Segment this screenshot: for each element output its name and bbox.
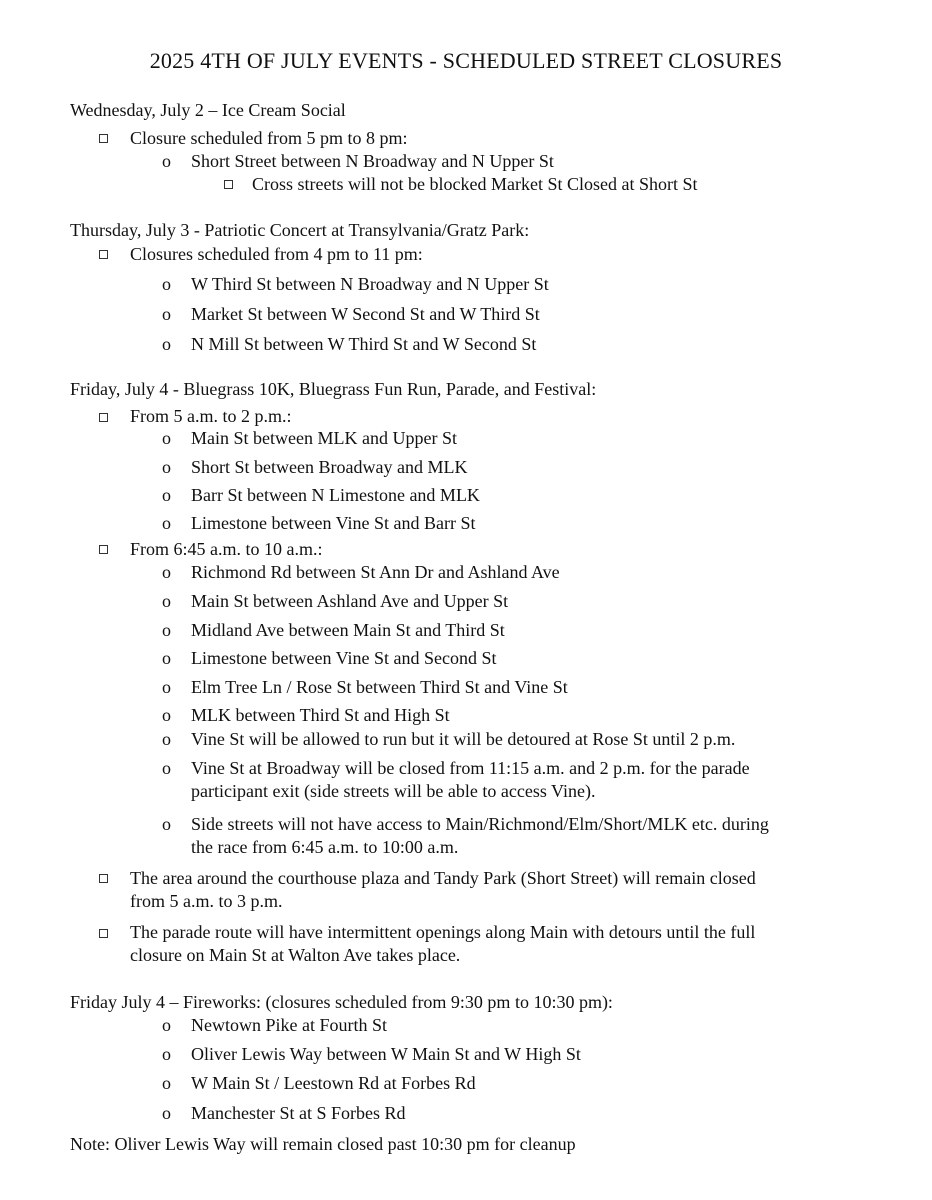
o-bullet-icon: o <box>162 1073 171 1093</box>
fri-heading: Friday, July 4 - Bluegrass 10K, Bluegrass Fun Run, Parade, and Festival: <box>70 379 597 399</box>
o-bullet-icon: o <box>162 758 171 778</box>
fri-block2-label: From 6:45 a.m. to 10 a.m.: <box>130 539 323 559</box>
wed-note: Cross streets will not be blocked Market St Closed at Short St <box>252 174 698 194</box>
fri-street: Limestone between Vine St and Barr St <box>191 513 476 533</box>
fri-side-line2: the race from 6:45 a.m. to 10:00 a.m. <box>191 837 459 857</box>
fireworks-street: Newtown Pike at Fourth St <box>191 1015 387 1035</box>
o-bullet-icon: o <box>162 729 171 749</box>
fri-vine-line2: participant exit (side streets will be able to access Vine). <box>191 781 596 801</box>
square-bullet-icon <box>99 413 108 422</box>
fri-street: Richmond Rd between St Ann Dr and Ashland Ave <box>191 562 560 582</box>
o-bullet-icon: o <box>162 677 171 697</box>
fri-street: Vine St will be allowed to run but it will be detoured at Rose St until 2 p.m. <box>191 729 736 749</box>
wed-closure: Closure scheduled from 5 pm to 8 pm: <box>130 128 408 148</box>
o-bullet-icon: o <box>162 304 171 324</box>
thu-street: W Third St between N Broadway and N Upper St <box>191 274 549 294</box>
square-bullet-icon <box>99 134 108 143</box>
o-bullet-icon: o <box>162 814 171 834</box>
fri-plaza-line2: from 5 a.m. to 3 p.m. <box>130 891 283 911</box>
fri-side-line1: Side streets will not have access to Main/Richmond/Elm/Short/MLK etc. during <box>191 814 769 834</box>
fri-street: Main St between Ashland Ave and Upper St <box>191 591 509 611</box>
fri-street: Limestone between Vine St and Second St <box>191 648 497 668</box>
fri-block1-label: From 5 a.m. to 2 p.m.: <box>130 406 292 426</box>
thu-street: N Mill St between W Third St and W Second St <box>191 334 537 354</box>
o-bullet-icon: o <box>162 705 171 725</box>
o-bullet-icon: o <box>162 428 171 448</box>
thu-heading: Thursday, July 3 - Patriotic Concert at Transylvania/Gratz Park: <box>70 220 530 240</box>
fireworks-street: Manchester St at S Forbes Rd <box>191 1103 406 1123</box>
fireworks-street: Oliver Lewis Way between W Main St and W High St <box>191 1044 581 1064</box>
thu-closure: Closures scheduled from 4 pm to 11 pm: <box>130 244 423 264</box>
fri-parade-line1: The parade route will have intermittent openings along Main with detours until the full <box>130 922 756 942</box>
o-bullet-icon: o <box>162 334 171 354</box>
o-bullet-icon: o <box>162 485 171 505</box>
o-bullet-icon: o <box>162 620 171 640</box>
fri-street: Midland Ave between Main St and Third St <box>191 620 505 640</box>
o-bullet-icon: o <box>162 648 171 668</box>
square-bullet-icon <box>99 874 108 883</box>
thu-street: Market St between W Second St and W Third St <box>191 304 540 324</box>
fri-street: Short St between Broadway and MLK <box>191 457 468 477</box>
page-title: 2025 4TH OF JULY EVENTS - SCHEDULED STREET CLOSURES <box>149 48 783 73</box>
fri-vine-line1: Vine St at Broadway will be closed from 11:15 a.m. and 2 p.m. for the parade <box>191 758 750 778</box>
square-bullet-icon <box>99 545 108 554</box>
o-bullet-icon: o <box>162 151 171 171</box>
o-bullet-icon: o <box>162 591 171 611</box>
closing-note: Note: Oliver Lewis Way will remain closed past 10:30 pm for cleanup <box>70 1134 576 1154</box>
fireworks-street: W Main St / Leestown Rd at Forbes Rd <box>191 1073 476 1093</box>
o-bullet-icon: o <box>162 513 171 533</box>
fri-street: MLK between Third St and High St <box>191 705 450 725</box>
square-bullet-icon <box>224 180 233 189</box>
fri-plaza-line1: The area around the courthouse plaza and Tandy Park (Short Street) will remain closed <box>130 868 756 888</box>
o-bullet-icon: o <box>162 274 171 294</box>
o-bullet-icon: o <box>162 1044 171 1064</box>
fri-street: Barr St between N Limestone and MLK <box>191 485 480 505</box>
o-bullet-icon: o <box>162 457 171 477</box>
fireworks-heading: Friday July 4 – Fireworks: (closures scheduled from 9:30 pm to 10:30 pm): <box>70 992 613 1012</box>
o-bullet-icon: o <box>162 1015 171 1035</box>
fri-parade-line2: closure on Main St at Walton Ave takes place. <box>130 945 461 965</box>
fri-street: Elm Tree Ln / Rose St between Third St and Vine St <box>191 677 568 697</box>
fri-street: Main St between MLK and Upper St <box>191 428 457 448</box>
square-bullet-icon <box>99 929 108 938</box>
wed-heading: Wednesday, July 2 – Ice Cream Social <box>70 100 346 120</box>
o-bullet-icon: o <box>162 562 171 582</box>
wed-street: Short Street between N Broadway and N Upper St <box>191 151 554 171</box>
square-bullet-icon <box>99 250 108 259</box>
o-bullet-icon: o <box>162 1103 171 1123</box>
